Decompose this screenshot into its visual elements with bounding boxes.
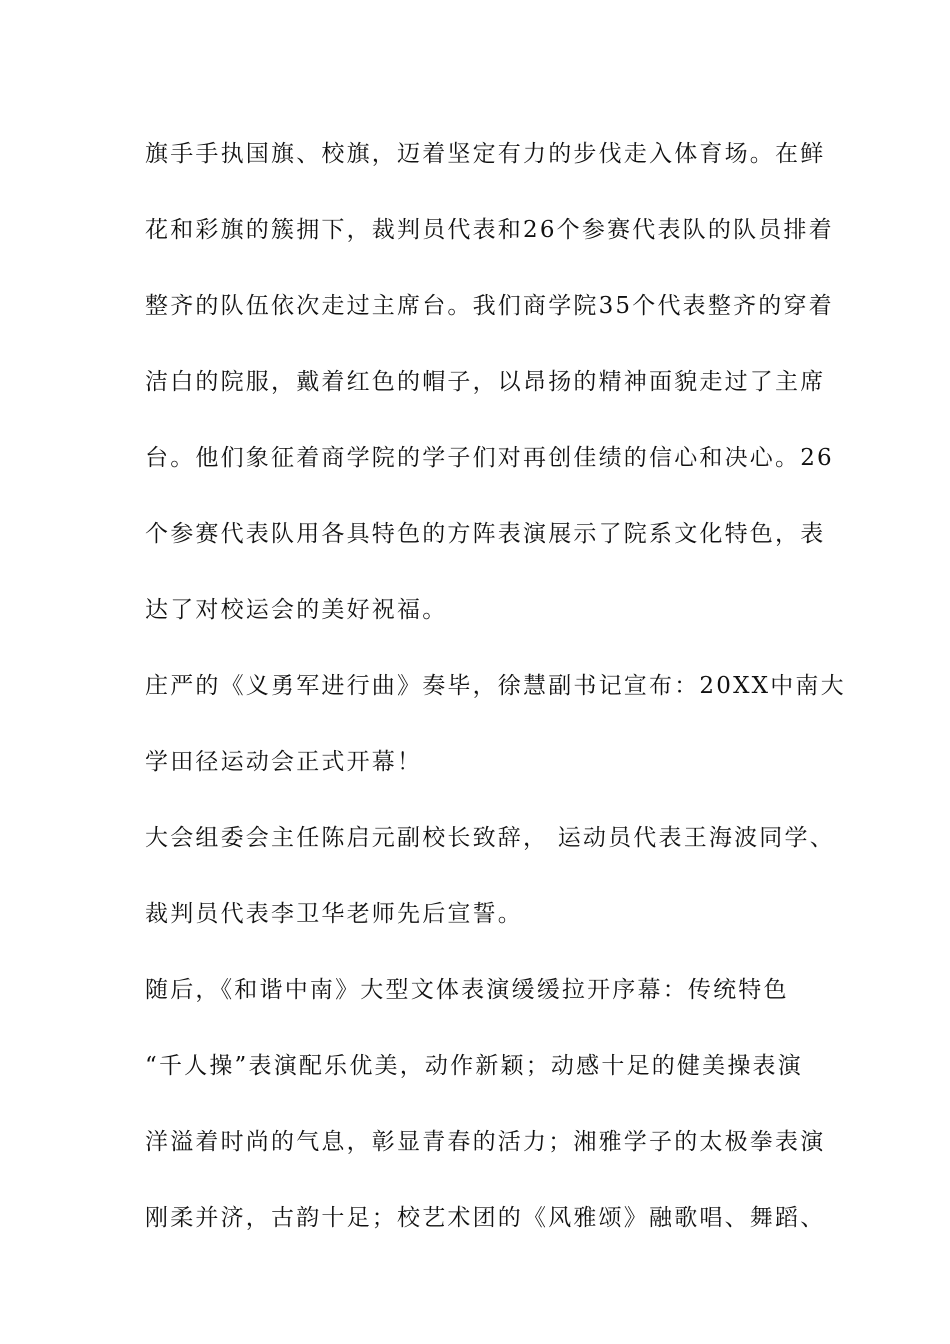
text-line: 洁白的院服，戴着红色的帽子，以昂扬的精神面貌走过了主席 — [145, 369, 826, 395]
text-line: 庄严的《义勇军进行曲》奏毕，徐慧副书记宣布：20XX中南大 — [145, 673, 846, 699]
text-line: 大会组委会主任陈启元副校长致辞， 运动员代表王海波同学、 — [145, 825, 835, 851]
body-text — [145, 128, 846, 1268]
text-line: 花和彩旗的簇拥下，裁判员代表和26个参赛代表队的队员排着 — [145, 217, 834, 243]
text-line: 整齐的队伍依次走过主席台。我们商学院35个代表整齐的穿着 — [145, 293, 834, 319]
text-line: 旗手手执国旗、校旗，迈着坚定有力的步伐走入体育场。在鲜 — [145, 141, 826, 167]
text-line: 个参赛代表队用各具特色的方阵表演展示了院系文化特色，表 — [145, 521, 826, 547]
text-line: “千人操”表演配乐优美，动作新颖；动感十足的健美操表演 — [145, 1053, 803, 1079]
text-line: 学田径运动会正式开幕！ — [145, 749, 423, 775]
text-line: 刚柔并济，古韵十足；校艺术团的《风雅颂》融歌唱、舞蹈、 — [145, 1205, 826, 1231]
text-line: 台。他们象征着商学院的学子们对再创佳绩的信心和决心。26 — [145, 445, 834, 471]
text-line: 洋溢着时尚的气息，彰显青春的活力；湘雅学子的太极拳表演 — [145, 1129, 826, 1155]
text-line: 达了对校运会的美好祝福。 — [145, 597, 448, 623]
text-line: 裁判员代表李卫华老师先后宣誓。 — [145, 901, 523, 927]
text-line: 随后，《和谐中南》大型文体表演缓缓拉开序幕：传统特色 — [145, 977, 789, 1003]
